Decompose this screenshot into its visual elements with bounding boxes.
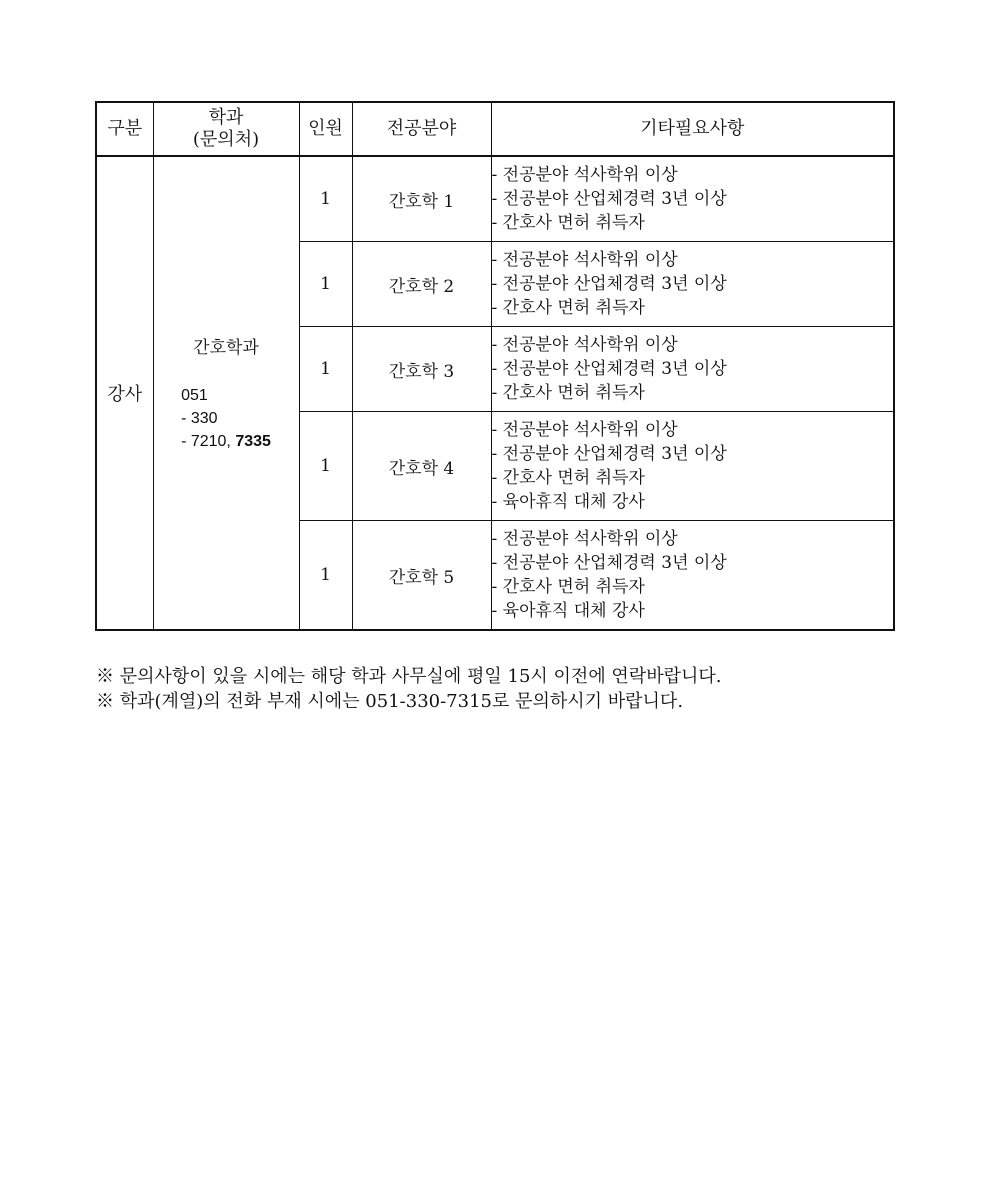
header-field: 전공분야 <box>352 102 491 156</box>
phone-line-2: - 330 <box>181 410 218 427</box>
header-department-line1: 학과 <box>208 107 244 128</box>
count-cell: 1 <box>299 412 352 521</box>
requirement-item: - 전공분야 산업체경력 3년 이상 <box>491 444 727 464</box>
requirement-item: - 육아휴직 대체 강사 <box>491 492 645 512</box>
count-cell: 1 <box>299 156 352 242</box>
phone-line-3: - 7210, <box>181 433 231 450</box>
requirement-item: - 전공분야 산업체경력 3년 이상 <box>491 553 727 573</box>
header-category: 구분 <box>96 102 153 156</box>
department-phone <box>181 384 271 453</box>
requirement-item: - 전공분야 석사학위 이상 <box>491 250 678 270</box>
requirement-item: - 전공분야 석사학위 이상 <box>491 529 678 549</box>
requirement-item: - 전공분야 산업체경력 3년 이상 <box>491 189 727 209</box>
count-cell: 1 <box>299 521 352 631</box>
field-cell: 간호학 2 <box>352 242 491 327</box>
requirements-cell <box>491 521 894 631</box>
requirement-item: - 간호사 면허 취득자 <box>491 213 645 233</box>
requirement-item: - 간호사 면허 취득자 <box>491 468 645 488</box>
requirements-cell <box>491 242 894 327</box>
field-cell: 간호학 4 <box>352 412 491 521</box>
department-cell <box>153 156 299 630</box>
requirement-item: - 전공분야 석사학위 이상 <box>491 165 678 185</box>
note-contact-hours: ※ 문의사항이 있을 시에는 해당 학과 사무실에 평일 15시 이전에 연락바랍니다. <box>96 666 722 687</box>
table-header-row <box>96 102 894 156</box>
phone-line-3-bold: 7335 <box>235 433 271 450</box>
requirement-item: - 간호사 면허 취득자 <box>491 383 645 403</box>
requirement-item: - 전공분야 산업체경력 3년 이상 <box>491 359 727 379</box>
notes-section <box>96 664 721 714</box>
category-cell: 강사 <box>96 156 153 630</box>
header-requirements: 기타필요사항 <box>491 102 894 156</box>
header-department <box>153 102 299 156</box>
requirements-cell <box>491 327 894 412</box>
department-name: 간호학과 <box>193 338 259 358</box>
field-cell: 간호학 3 <box>352 327 491 412</box>
phone-line-1: 051 <box>181 387 208 404</box>
count-cell: 1 <box>299 242 352 327</box>
requirements-cell <box>491 156 894 242</box>
requirements-cell <box>491 412 894 521</box>
header-department-line2: (문의처) <box>192 129 260 150</box>
count-cell: 1 <box>299 327 352 412</box>
requirement-item: - 간호사 면허 취득자 <box>491 298 645 318</box>
requirement-item: - 전공분야 석사학위 이상 <box>491 335 678 355</box>
header-count: 인원 <box>299 102 352 156</box>
requirement-item: - 전공분야 산업체경력 3년 이상 <box>491 274 727 294</box>
field-cell: 간호학 5 <box>352 521 491 631</box>
requirement-item: - 간호사 면허 취득자 <box>491 577 645 597</box>
requirement-item: - 육아휴직 대체 강사 <box>491 601 645 621</box>
recruitment-table <box>95 101 895 631</box>
field-cell: 간호학 1 <box>352 156 491 242</box>
requirement-item: - 전공분야 석사학위 이상 <box>491 420 678 440</box>
table-row <box>96 156 894 242</box>
note-alternate-phone: ※ 학과(계열)의 전화 부재 시에는 051-330-7315로 문의하시기 바랍니다. <box>96 691 684 712</box>
